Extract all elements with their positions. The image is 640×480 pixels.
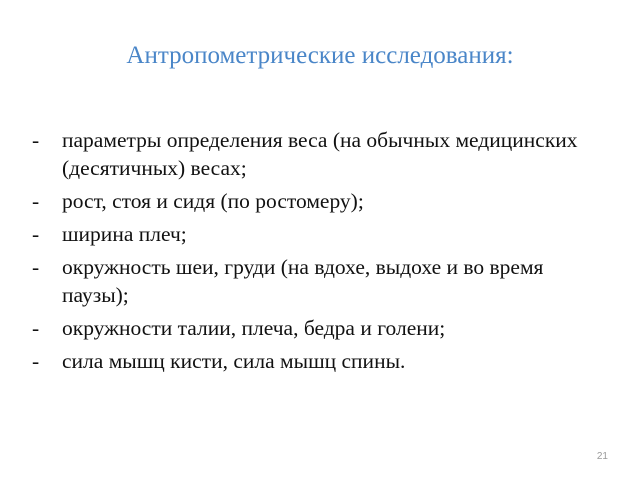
list-item-text: параметры определения веса (на обычных медицинских (десятичных) весах;	[62, 128, 578, 180]
list-item	[32, 187, 602, 215]
page-number: 21	[596, 451, 608, 462]
slide-title: Антропометрические исследования:	[126, 42, 514, 69]
list-item	[32, 126, 602, 182]
list-item	[32, 253, 602, 309]
list-item-text: окружности талии, плеча, бедра и голени;	[62, 316, 446, 340]
bullet-list	[32, 126, 602, 380]
bullet-marker: -	[32, 349, 40, 373]
list-item-text: ширина плеч;	[62, 222, 187, 246]
bullet-marker: -	[32, 222, 40, 246]
list-item-text: рост, стоя и сидя (по ростомеру);	[62, 189, 364, 213]
bullet-marker: -	[32, 128, 40, 152]
bullet-marker: -	[32, 316, 40, 340]
list-item-text: окружность шеи, груди (на вдохе, выдохе и во время паузы);	[62, 255, 544, 307]
bullet-marker: -	[32, 189, 40, 213]
list-item	[32, 347, 602, 375]
list-item	[32, 220, 602, 248]
bullet-marker: -	[32, 255, 40, 279]
list-item	[32, 314, 602, 342]
list-item-text: сила мышц кисти, сила мышц спины.	[62, 349, 406, 373]
